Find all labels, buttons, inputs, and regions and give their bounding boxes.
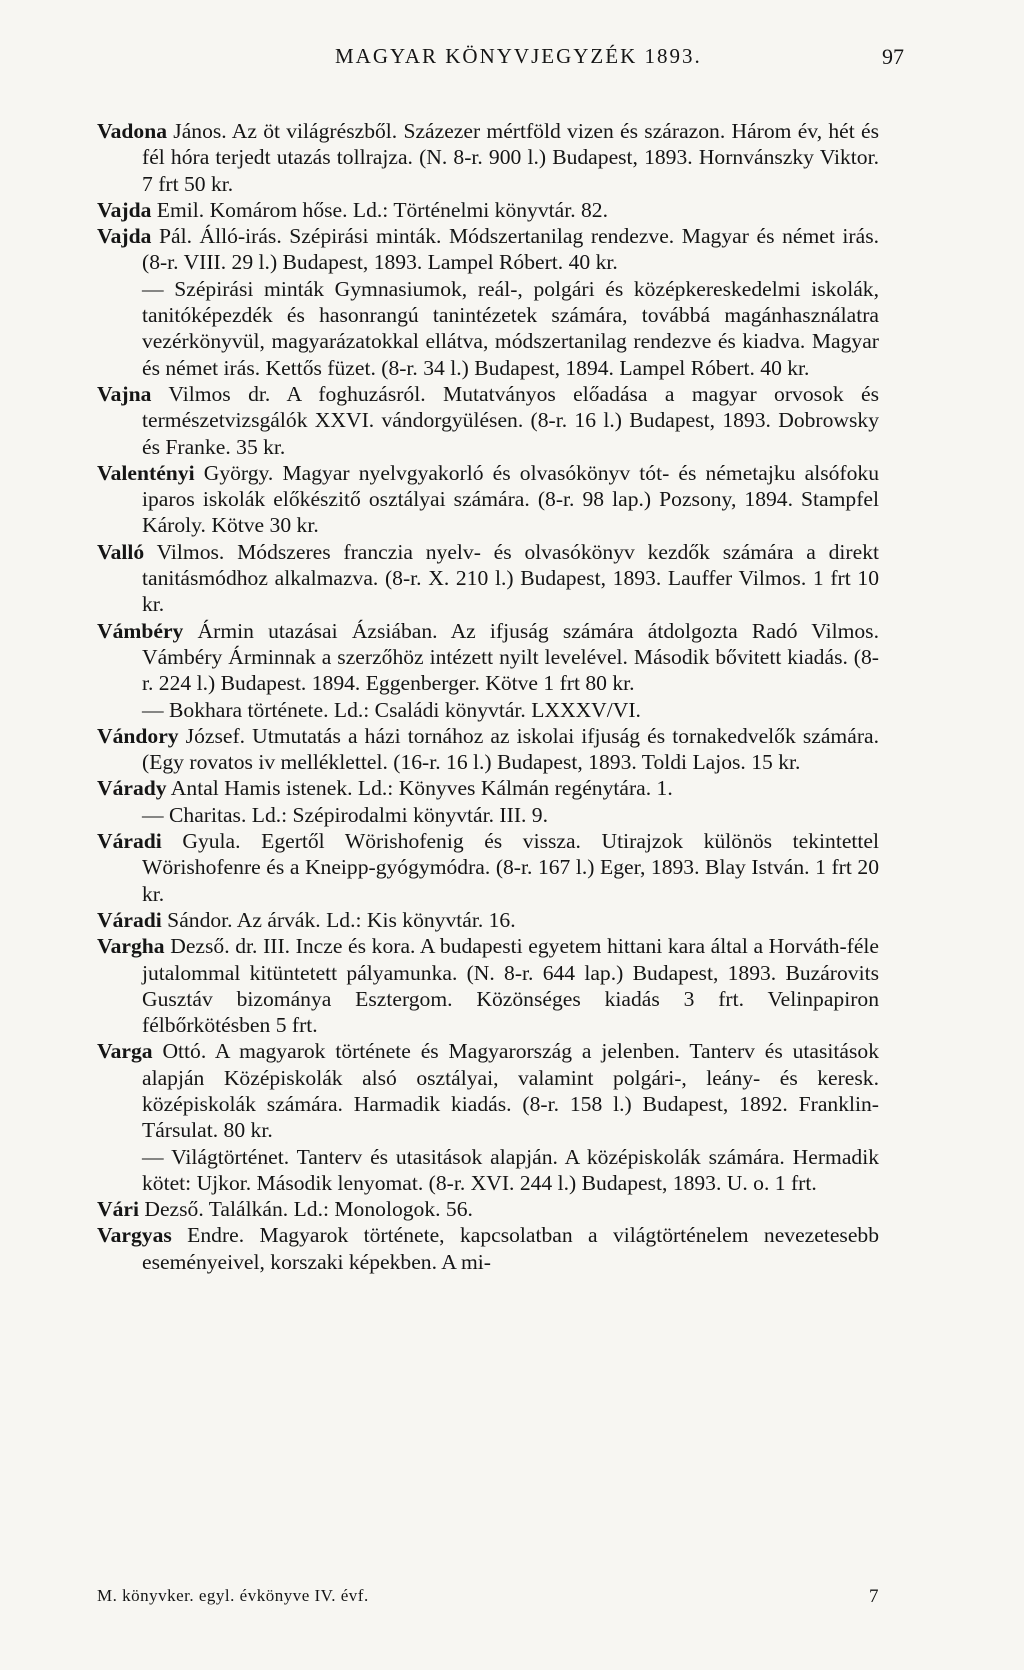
entry-text: — Szépirási minták Gymnasiumok, reál-, polgári és középkereskedelmi iskolák, tanitóképezdék és hasonrangú tanintézetek számára, továbbá magánhasználatra vezérkönyvül, magyarázatokkal ellátva, módszertanilag rendezve és kiadva. Magyar és német irás. Kettős füzet. (8-r. 34 l.) Budapest, 1894. Lampel Róbert. 40 kr. [142, 276, 879, 380]
entry-head: Valentényi [97, 460, 195, 485]
entry-head: Varga [97, 1039, 153, 1064]
page-header [0, 44, 1024, 74]
entry-text: Dezső. dr. III. Incze és kora. A budapesti egyetem hittani kara által a Horváth-féle jutalommal kitüntetett pályamunka. (N. 8-r. 644 lap.) Budapest, 1893. Buzárovits Gusztáv bizománya Esztergom. Közönséges kiadás 3 frt. Velinpapiron félbőrkötésben 5 frt. [142, 934, 879, 1038]
entry-head: Vajna [97, 381, 152, 406]
entry-text: — Bokhara története. Ld.: Családi könyvtár. LXXXV/VI. [142, 697, 641, 722]
entry-text: Emil. Komárom hőse. Ld.: Történelmi könyvtár. 82. [151, 197, 609, 222]
entry-text: János. Az öt világrészből. Százezer mértföld vizen és szárazon. Három év, hét és fél hóra terjedt utazás tollrajza. (N. 8-r. 900 l.) Budapest, 1893. Hornvánszky Viktor. 7 frt 50 kr. [142, 119, 879, 196]
entry [97, 223, 879, 276]
entry [97, 1196, 879, 1222]
entry [97, 907, 879, 933]
entry [97, 618, 879, 697]
entry [97, 460, 879, 539]
entry-text: — Charitas. Ld.: Szépirodalmi könyvtár. III. 9. [142, 802, 549, 827]
entry-head: Váradi [97, 829, 162, 854]
entry-head: Vajda [97, 224, 152, 249]
entry [97, 933, 879, 1038]
entry-head: Várady [97, 776, 167, 801]
entry-text: Pál. Álló-irás. Szépirási minták. Módszertanilag rendezve. Magyar és német irás. (8-r. VIII. 29 l.) Budapest, 1893. Lampel Róbert. 40 kr. [142, 224, 879, 275]
entry-text: György. Magyar nyelvgyakorló és olvasókönyv tót- és németajku alsófoku iparos iskolák előkészitő osztályai számára. (8-r. 98 lap.) Pozsony, 1894. Stampfel Károly. Kötve 30 kr. [142, 460, 879, 538]
entry [97, 539, 879, 618]
entry-text: Dezső. Találkán. Ld.: Monologok. 56. [138, 1197, 473, 1222]
entry [97, 381, 879, 460]
entry [97, 118, 879, 197]
entry-text: Gyula. Egertől Wörishofenig és vissza. Utirajzok különös tekintettel Wörishofenre és a Kneipp-gyógymódra. (8-r. 167 l.) Eger, 1893. Blay István. 1 frt 20 kr. [142, 829, 879, 906]
entry [97, 775, 879, 801]
entry-continuation [97, 276, 879, 381]
entry-continuation [97, 802, 879, 828]
entry-text: Endre. Magyarok története, kapcsolatban a világtörténelem nevezetesebb eseményeivel, korszaki képekben. A mi- [142, 1223, 879, 1274]
entry-head: Vámbéry [97, 618, 184, 643]
entry-text: Antal Hamis istenek. Ld.: Könyves Kálmán regénytára. 1. [166, 776, 673, 801]
page-footer [97, 1586, 879, 1616]
entry-head: Váradi [97, 907, 162, 932]
entry-text: Ármin utazásai Ázsiában. Az ifjuság számára átdolgozta Radó Vilmos. Vámbéry Árminnak a szerzőhöz intézett nyilt levelével. Második bővitett kiadás. (8-r. 224 l.) Budapest. 1894. Eggenberger. Kötve 1 frt 80 kr. [142, 618, 879, 696]
footer-sheet-number: 7 [869, 1586, 879, 1607]
entry-head: Vadona [97, 119, 168, 143]
entry-head: Valló [97, 539, 145, 564]
entry [97, 828, 879, 907]
entry [97, 723, 879, 776]
entry-text: Ottó. A magyarok története és Magyarország a jelenben. Tanterv és utasitások alapján Középiskolák alsó osztályai, valamint polgári-, leány- és keresk. középiskolák számára. Harmadik kiadás. (8-r. 158 l.) Budapest, 1892. Franklin-Társulat. 80 kr. [142, 1039, 879, 1143]
page-number: 97 [882, 44, 904, 69]
entry-text: Vilmos. Módszeres franczia nyelv- és olvasókönyv kezdők számára a direkt tanitásmódhoz alkalmazva. (8-r. X. 210 l.) Budapest, 1893. Lauffer Vilmos. 1 frt 10 kr. [142, 539, 879, 617]
entry-head: Vargha [97, 934, 165, 959]
entry [97, 1222, 879, 1275]
entry-continuation [97, 697, 879, 723]
entry [97, 1038, 879, 1143]
entry-text: Vilmos dr. A foghuzásról. Mutatványos előadása a magyar orvosok és természetvizsgálók XXVI. vándorgyülésen. (8-r. 16 l.) Budapest, 1893. Dobrowsky és Franke. 35 kr. [142, 381, 879, 459]
entry-text: — Világtörténet. Tanterv és utasitások alapján. A középiskolák számára. Hermadik kötet: Ujkor. Második lenyomat. (8-r. XVI. 244 l.) Budapest, 1893. U. o. 1 frt. [142, 1144, 879, 1195]
entry-head: Vándory [97, 723, 179, 748]
entry-head: Vargyas [97, 1223, 172, 1248]
entry-text: Sándor. Az árvák. Ld.: Kis könyvtár. 16. [161, 907, 516, 932]
entry-text: József. Utmutatás a házi tornához az iskolai ifjuság és tornakedvelők számára. (Egy rovatos iv melléklettel. (16-r. 16 l.) Budapest, 1893. Toldi Lajos. 15 kr. [142, 723, 879, 775]
entry [97, 197, 879, 223]
running-title: MAGYAR KÖNYVJEGYZÉK 1893. [335, 44, 702, 68]
entry-head: Vajda [97, 197, 152, 222]
footer-signature: M. könyvker. egyl. évkönyve IV. évf. [97, 1586, 369, 1605]
entry-continuation [97, 1144, 879, 1197]
bibliography-entries [97, 118, 879, 1275]
entry-head: Vári [97, 1197, 139, 1222]
